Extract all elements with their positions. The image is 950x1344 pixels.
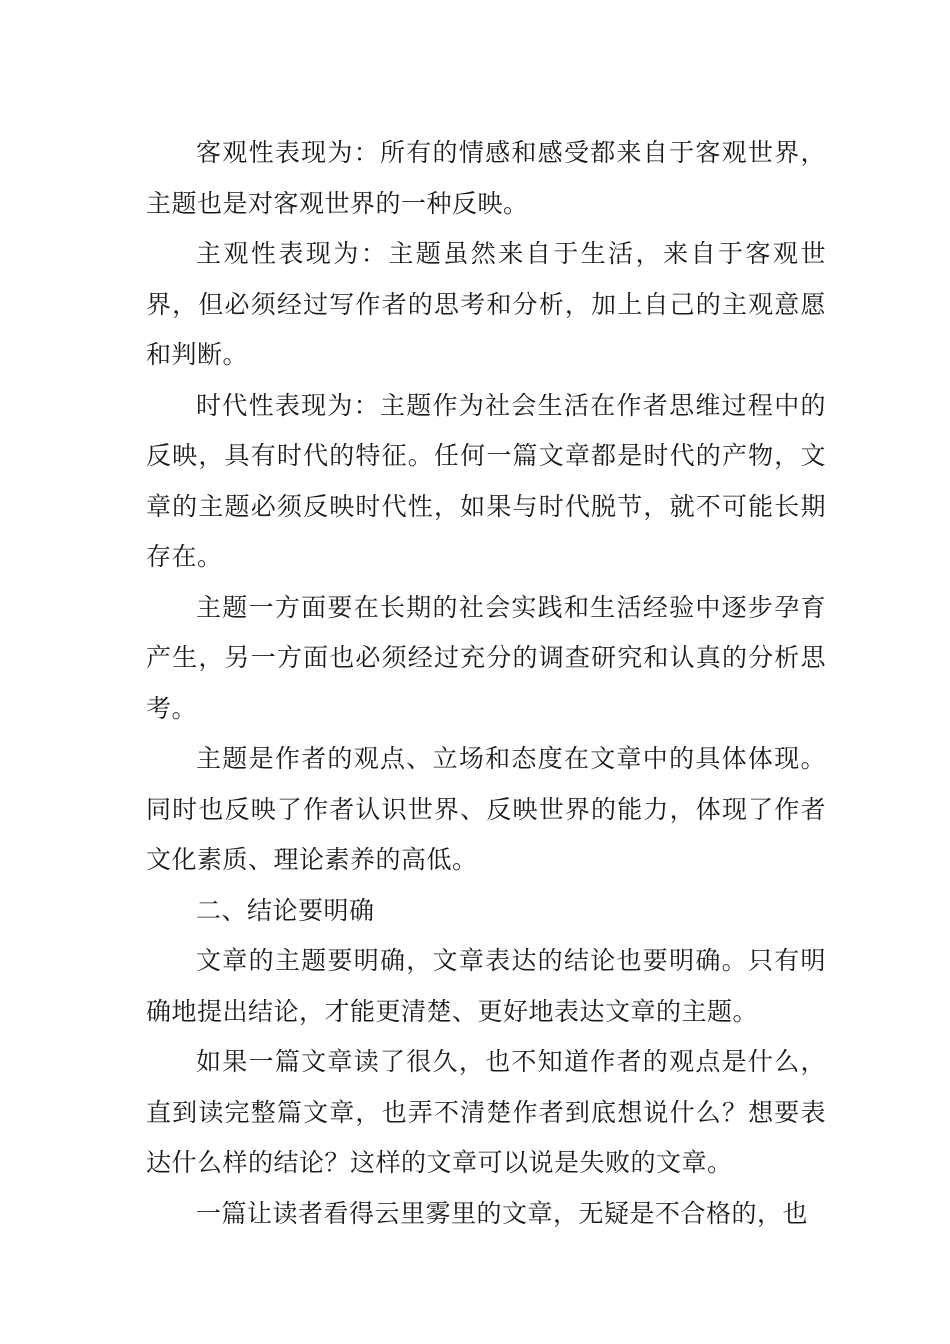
section-heading: 二、结论要明确 — [196, 895, 375, 925]
paragraph-theme-formation: 主题一方面要在长期的社会实践和生活经验中逐步孕育产生，另一方面也必须经过充分的调查研究和认真的分析思考。 — [146, 592, 826, 723]
paragraph-theme-embodiment: 主题是作者的观点、立场和态度在文章中的具体体现。同时也反映了作者认识世界、反映世界的能力，体现了作者文化素质、理论素养的高低。 — [146, 744, 826, 874]
document-body — [146, 128, 826, 1239]
paragraph-timeliness: 时代性表现为：主题作为社会生活在作者思维过程中的反映，具有时代的特征。任何一篇文章都是时代的产物，文章的主题必须反映时代性，如果与时代脱节，就不可能长期存在。 — [146, 390, 826, 571]
paragraph-unclear-article: 一篇让读者看得云里雾里的文章，无疑是不合格的，也 — [196, 1198, 809, 1228]
paragraph-subjectivity: 主观性表现为：主题虽然来自于生活，来自于客观世界，但必须经过写作者的思考和分析，加上自己的主观意愿和判断。 — [146, 239, 826, 369]
paragraph-failed-article: 如果一篇文章读了很久，也不知道作者的观点是什么，直到读完整篇文章，也弄不清楚作者到底想说什么？想要表达什么样的结论？这样的文章可以说是失败的文章。 — [146, 1047, 826, 1177]
paragraph-clear-conclusion: 文章的主题要明确，文章表达的结论也要明确。只有明确地提出结论，才能更清楚、更好地表达文章的主题。 — [146, 946, 826, 1026]
paragraph-objectivity: 客观性表现为：所有的情感和感受都来自于客观世界，主题也是对客观世界的一种反映。 — [146, 138, 826, 218]
